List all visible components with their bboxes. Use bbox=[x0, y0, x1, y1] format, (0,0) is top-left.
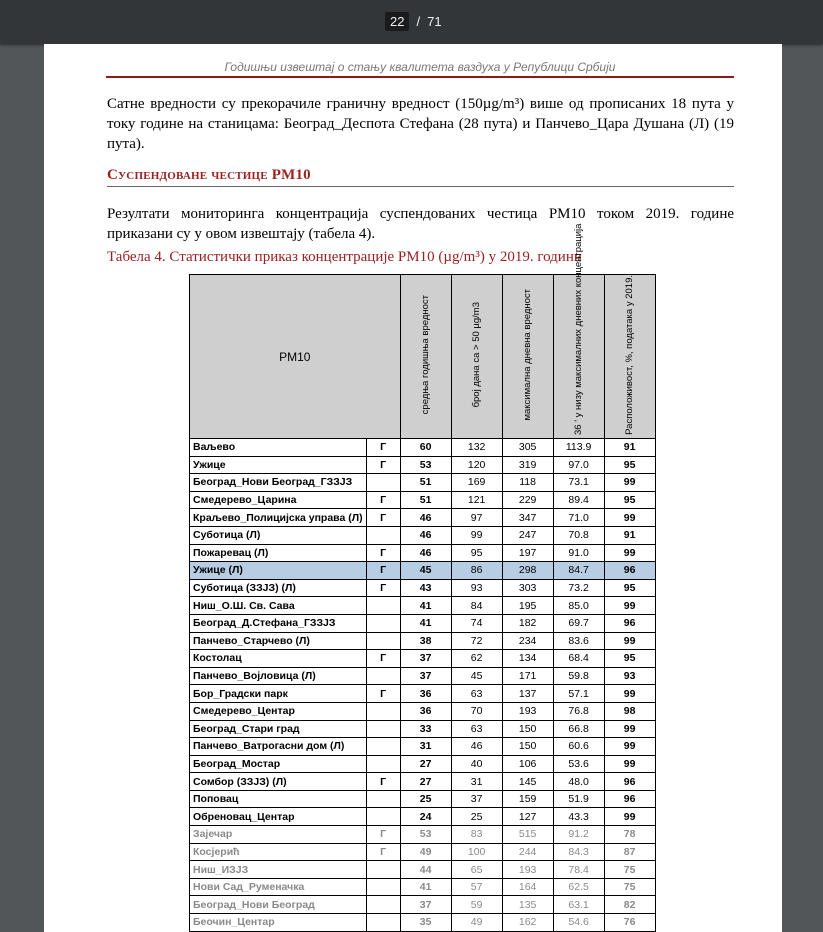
availability-cell: 99 bbox=[604, 720, 655, 738]
annual-mean-cell: 46 bbox=[400, 509, 451, 527]
station-type-cell bbox=[366, 896, 400, 914]
station-name-cell: Суботица (Л) bbox=[190, 526, 367, 544]
days-over-limit-cell: 93 bbox=[451, 579, 502, 597]
availability-cell: 99 bbox=[604, 509, 655, 527]
table-row bbox=[190, 843, 656, 861]
paragraph-exceedances: Сатне вредности су прекорачиле граничну вредност (150µg/m³) више од прописаних 18 пута у току године на станицама: Београд_Деспота Стефана (28 пута) и Панчево_Цара Душана (Л) (19 пута). bbox=[107, 96, 734, 152]
max-daily-cell: 247 bbox=[502, 526, 553, 544]
max36-cell: 113.9 bbox=[553, 439, 604, 457]
station-type-cell bbox=[366, 632, 400, 650]
days-over-limit-cell: 45 bbox=[451, 667, 502, 685]
station-name-cell: Београд_Нови Београд bbox=[190, 896, 367, 914]
days-over-limit-cell: 31 bbox=[451, 773, 502, 791]
annual-mean-cell: 49 bbox=[400, 843, 451, 861]
table-row bbox=[190, 878, 656, 896]
table-row bbox=[190, 755, 656, 773]
station-name-cell: Сомбор (ЗЗЈЗ) (Л) bbox=[190, 773, 367, 791]
availability-cell: 96 bbox=[604, 614, 655, 632]
section-rule bbox=[107, 186, 734, 187]
max-daily-cell: 182 bbox=[502, 614, 553, 632]
days-over-limit-cell: 49 bbox=[451, 914, 502, 932]
annual-mean-cell: 46 bbox=[400, 526, 451, 544]
max36-cell: 91.2 bbox=[553, 826, 604, 844]
annual-mean-cell: 27 bbox=[400, 755, 451, 773]
station-name-cell: Београд_Стари град bbox=[190, 720, 367, 738]
table-row bbox=[190, 509, 656, 527]
availability-cell: 75 bbox=[604, 861, 655, 879]
annual-mean-cell: 25 bbox=[400, 790, 451, 808]
annual-mean-cell: 33 bbox=[400, 720, 451, 738]
table-body bbox=[190, 439, 656, 932]
station-name-cell: Краљево_Полицијска управа (Л) bbox=[190, 509, 367, 527]
station-type-cell: Г bbox=[366, 685, 400, 703]
station-name-cell: Београд_Д.Стефана_ГЗЗЈЗ bbox=[190, 614, 367, 632]
max36-cell: 60.6 bbox=[553, 738, 604, 756]
annual-mean-cell: 37 bbox=[400, 667, 451, 685]
max36-cell: 59.8 bbox=[553, 667, 604, 685]
table-row bbox=[190, 526, 656, 544]
max36-cell: 62.5 bbox=[553, 878, 604, 896]
max36-cell: 78.4 bbox=[553, 861, 604, 879]
station-name-cell: Беочин_Центар bbox=[190, 914, 367, 932]
max36-cell: 84.3 bbox=[553, 843, 604, 861]
station-name-cell: Поповац bbox=[190, 790, 367, 808]
table-row bbox=[190, 790, 656, 808]
annual-mean-cell: 44 bbox=[400, 861, 451, 879]
total-pages: 71 bbox=[427, 14, 442, 29]
station-name-cell: Панчево_Војловица (Л) bbox=[190, 667, 367, 685]
table-row bbox=[190, 914, 656, 932]
max36-cell: 91.0 bbox=[553, 544, 604, 562]
max-daily-cell: 134 bbox=[502, 650, 553, 668]
days-over-limit-cell: 121 bbox=[451, 491, 502, 509]
max-daily-cell: 303 bbox=[502, 579, 553, 597]
section-title: Суспендоване честице PM10 bbox=[107, 167, 311, 183]
table-row bbox=[190, 808, 656, 826]
max-daily-cell: 127 bbox=[502, 808, 553, 826]
annual-mean-cell: 51 bbox=[400, 491, 451, 509]
availability-cell: 96 bbox=[604, 562, 655, 580]
availability-cell: 99 bbox=[604, 808, 655, 826]
viewer-toolbar bbox=[0, 0, 823, 44]
max-daily-cell: 229 bbox=[502, 491, 553, 509]
station-type-cell: Г bbox=[366, 439, 400, 457]
max36-cell: 48.0 bbox=[553, 773, 604, 791]
station-type-cell bbox=[366, 790, 400, 808]
availability-cell: 75 bbox=[604, 878, 655, 896]
max36-cell: 43.3 bbox=[553, 808, 604, 826]
max36-cell: 54.6 bbox=[553, 914, 604, 932]
days-over-limit-cell: 59 bbox=[451, 896, 502, 914]
station-type-cell: Г bbox=[366, 650, 400, 668]
max-daily-cell: 193 bbox=[502, 702, 553, 720]
max36-cell: 66.8 bbox=[553, 720, 604, 738]
station-name-cell: Ужице (Л) bbox=[190, 562, 367, 580]
station-type-cell: Г bbox=[366, 456, 400, 474]
station-type-cell: Г bbox=[366, 579, 400, 597]
max36-cell: 73.2 bbox=[553, 579, 604, 597]
station-type-cell bbox=[366, 914, 400, 932]
col-header-36th-max: 36 ' у низу максималних дневних концентрација bbox=[553, 275, 604, 439]
max-daily-cell: 347 bbox=[502, 509, 553, 527]
table-row bbox=[190, 562, 656, 580]
days-over-limit-cell: 86 bbox=[451, 562, 502, 580]
document-page bbox=[44, 44, 782, 932]
days-over-limit-cell: 70 bbox=[451, 702, 502, 720]
max36-cell: 76.8 bbox=[553, 702, 604, 720]
annual-mean-cell: 36 bbox=[400, 685, 451, 703]
max-daily-cell: 195 bbox=[502, 597, 553, 615]
availability-cell: 91 bbox=[604, 526, 655, 544]
availability-cell: 96 bbox=[604, 773, 655, 791]
station-type-cell bbox=[366, 808, 400, 826]
availability-cell: 99 bbox=[604, 738, 655, 756]
max-daily-cell: 305 bbox=[502, 439, 553, 457]
days-over-limit-cell: 57 bbox=[451, 878, 502, 896]
station-type-cell bbox=[366, 667, 400, 685]
days-over-limit-cell: 74 bbox=[451, 614, 502, 632]
max36-cell: 83.6 bbox=[553, 632, 604, 650]
station-name-cell: Смедерево_Царина bbox=[190, 491, 367, 509]
days-over-limit-cell: 97 bbox=[451, 509, 502, 527]
table-row bbox=[190, 702, 656, 720]
annual-mean-cell: 41 bbox=[400, 597, 451, 615]
availability-cell: 99 bbox=[604, 632, 655, 650]
table-row bbox=[190, 685, 656, 703]
station-name-cell: Ниш_ИЗЈЗ bbox=[190, 861, 367, 879]
table-row bbox=[190, 579, 656, 597]
days-over-limit-cell: 72 bbox=[451, 632, 502, 650]
station-type-cell bbox=[366, 861, 400, 879]
max36-cell: 57.1 bbox=[553, 685, 604, 703]
max-daily-cell: 319 bbox=[502, 456, 553, 474]
max36-cell: 69.7 bbox=[553, 614, 604, 632]
station-name-cell: Ниш_О.Ш. Св. Сава bbox=[190, 597, 367, 615]
max-daily-cell: 150 bbox=[502, 738, 553, 756]
station-name-cell: Ужице bbox=[190, 456, 367, 474]
availability-cell: 99 bbox=[604, 685, 655, 703]
max-daily-cell: 197 bbox=[502, 544, 553, 562]
availability-cell: 87 bbox=[604, 843, 655, 861]
availability-cell: 99 bbox=[604, 474, 655, 492]
days-over-limit-cell: 95 bbox=[451, 544, 502, 562]
availability-cell: 99 bbox=[604, 544, 655, 562]
annual-mean-cell: 37 bbox=[400, 650, 451, 668]
days-over-limit-cell: 99 bbox=[451, 526, 502, 544]
availability-cell: 76 bbox=[604, 914, 655, 932]
current-page-input[interactable]: 22 bbox=[385, 12, 409, 31]
table-row bbox=[190, 597, 656, 615]
annual-mean-cell: 41 bbox=[400, 614, 451, 632]
table-row bbox=[190, 632, 656, 650]
station-type-cell bbox=[366, 474, 400, 492]
max-daily-cell: 193 bbox=[502, 861, 553, 879]
running-header: Годишњи извештај о стању квалитета ваздуха у Републици Србији bbox=[224, 60, 616, 74]
max36-cell: 51.9 bbox=[553, 790, 604, 808]
table-row bbox=[190, 491, 656, 509]
max-daily-cell: 106 bbox=[502, 755, 553, 773]
days-over-limit-cell: 120 bbox=[451, 456, 502, 474]
station-name-cell: Нови Сад_Руменачка bbox=[190, 878, 367, 896]
annual-mean-cell: 46 bbox=[400, 544, 451, 562]
station-name-cell: Београд_Мостар bbox=[190, 755, 367, 773]
availability-cell: 99 bbox=[604, 597, 655, 615]
availability-cell: 78 bbox=[604, 826, 655, 844]
days-over-limit-cell: 65 bbox=[451, 861, 502, 879]
table-row bbox=[190, 861, 656, 879]
table-row bbox=[190, 720, 656, 738]
availability-cell: 96 bbox=[604, 790, 655, 808]
availability-cell: 93 bbox=[604, 667, 655, 685]
station-name-cell: Панчево_Ватрогасни дом (Л) bbox=[190, 738, 367, 756]
station-type-cell: Г bbox=[366, 562, 400, 580]
station-type-cell: Г bbox=[366, 491, 400, 509]
days-over-limit-cell: 63 bbox=[451, 720, 502, 738]
table-row bbox=[190, 826, 656, 844]
table-row bbox=[190, 614, 656, 632]
availability-cell: 95 bbox=[604, 491, 655, 509]
station-name-cell: Косјерић bbox=[190, 843, 367, 861]
days-over-limit-cell: 132 bbox=[451, 439, 502, 457]
station-type-cell: Г bbox=[366, 509, 400, 527]
max36-cell: 97.0 bbox=[553, 456, 604, 474]
station-name-cell: Београд_Нови Београд_ГЗЗЈЗ bbox=[190, 474, 367, 492]
max36-cell: 84.7 bbox=[553, 562, 604, 580]
annual-mean-cell: 53 bbox=[400, 456, 451, 474]
annual-mean-cell: 51 bbox=[400, 474, 451, 492]
station-type-cell bbox=[366, 702, 400, 720]
days-over-limit-cell: 40 bbox=[451, 755, 502, 773]
max36-cell: 71.0 bbox=[553, 509, 604, 527]
annual-mean-cell: 31 bbox=[400, 738, 451, 756]
station-type-cell: Г bbox=[366, 826, 400, 844]
max-daily-cell: 298 bbox=[502, 562, 553, 580]
station-name-cell: Суботица (ЗЗЈЗ) (Л) bbox=[190, 579, 367, 597]
table-row bbox=[190, 474, 656, 492]
station-name-cell: Костолац bbox=[190, 650, 367, 668]
max-daily-cell: 234 bbox=[502, 632, 553, 650]
max-daily-cell: 159 bbox=[502, 790, 553, 808]
col-header-days-over-limit: број дана са > 50 µg/m3 bbox=[451, 275, 502, 439]
max-daily-cell: 145 bbox=[502, 773, 553, 791]
station-name-cell: Ваљево bbox=[190, 439, 367, 457]
table-row bbox=[190, 650, 656, 668]
table-row bbox=[190, 544, 656, 562]
max36-cell: 89.4 bbox=[553, 491, 604, 509]
paragraph-monitoring: Резултати мониторинга концентрација суспендованих честица PM10 током 2019. године приказани су у овом извештају (табела 4). bbox=[107, 206, 734, 242]
annual-mean-cell: 24 bbox=[400, 808, 451, 826]
availability-cell: 95 bbox=[604, 650, 655, 668]
page-separator: / bbox=[416, 14, 421, 29]
station-type-cell bbox=[366, 614, 400, 632]
max-daily-cell: 135 bbox=[502, 896, 553, 914]
table-row bbox=[190, 667, 656, 685]
days-over-limit-cell: 63 bbox=[451, 685, 502, 703]
max-daily-cell: 171 bbox=[502, 667, 553, 685]
station-type-cell: Г bbox=[366, 773, 400, 791]
max-daily-cell: 162 bbox=[502, 914, 553, 932]
max-daily-cell: 118 bbox=[502, 474, 553, 492]
station-name-cell: Зајечар bbox=[190, 826, 367, 844]
station-type-cell bbox=[366, 738, 400, 756]
station-type-cell bbox=[366, 755, 400, 773]
col-header-annual-mean: средња годишња вредност bbox=[400, 275, 451, 439]
station-type-cell bbox=[366, 526, 400, 544]
station-name-cell: Пожаревац (Л) bbox=[190, 544, 367, 562]
col-header-max-daily: максимална дневна вредност bbox=[502, 275, 553, 439]
station-type-cell: Г bbox=[366, 544, 400, 562]
max36-cell: 53.6 bbox=[553, 755, 604, 773]
days-over-limit-cell: 169 bbox=[451, 474, 502, 492]
table-row bbox=[190, 439, 656, 457]
max-daily-cell: 150 bbox=[502, 720, 553, 738]
annual-mean-cell: 45 bbox=[400, 562, 451, 580]
annual-mean-cell: 53 bbox=[400, 826, 451, 844]
station-type-cell bbox=[366, 597, 400, 615]
station-name-cell: Бор_Градски парк bbox=[190, 685, 367, 703]
station-type-cell bbox=[366, 720, 400, 738]
max-daily-cell: 515 bbox=[502, 826, 553, 844]
station-name-cell: Обреновац_Центар bbox=[190, 808, 367, 826]
max-daily-cell: 164 bbox=[502, 878, 553, 896]
availability-cell: 95 bbox=[604, 456, 655, 474]
days-over-limit-cell: 37 bbox=[451, 790, 502, 808]
availability-cell: 98 bbox=[604, 702, 655, 720]
annual-mean-cell: 60 bbox=[400, 439, 451, 457]
header-rule bbox=[106, 76, 734, 78]
max-daily-cell: 137 bbox=[502, 685, 553, 703]
days-over-limit-cell: 100 bbox=[451, 843, 502, 861]
table-row bbox=[190, 456, 656, 474]
table-caption: Табела 4. Статистички приказ концентрације PM10 (µg/m³) у 2019. години bbox=[107, 249, 582, 265]
page-indicator bbox=[385, 11, 442, 32]
days-over-limit-cell: 62 bbox=[451, 650, 502, 668]
annual-mean-cell: 43 bbox=[400, 579, 451, 597]
max-daily-cell: 244 bbox=[502, 843, 553, 861]
days-over-limit-cell: 25 bbox=[451, 808, 502, 826]
table-row bbox=[190, 773, 656, 791]
max36-cell: 85.0 bbox=[553, 597, 604, 615]
availability-cell: 82 bbox=[604, 896, 655, 914]
station-name-cell: Смедерево_Центар bbox=[190, 702, 367, 720]
availability-cell: 99 bbox=[604, 755, 655, 773]
max36-cell: 73.1 bbox=[553, 474, 604, 492]
annual-mean-cell: 37 bbox=[400, 896, 451, 914]
table-row bbox=[190, 896, 656, 914]
annual-mean-cell: 41 bbox=[400, 878, 451, 896]
col-header-availability: Расположивост, %, података у 2019. bbox=[604, 275, 655, 439]
station-name-cell: Панчево_Старчево (Л) bbox=[190, 632, 367, 650]
max36-cell: 68.4 bbox=[553, 650, 604, 668]
days-over-limit-cell: 84 bbox=[451, 597, 502, 615]
table-row bbox=[190, 738, 656, 756]
availability-cell: 91 bbox=[604, 439, 655, 457]
availability-cell: 95 bbox=[604, 579, 655, 597]
annual-mean-cell: 27 bbox=[400, 773, 451, 791]
annual-mean-cell: 38 bbox=[400, 632, 451, 650]
annual-mean-cell: 35 bbox=[400, 914, 451, 932]
days-over-limit-cell: 83 bbox=[451, 826, 502, 844]
days-over-limit-cell: 46 bbox=[451, 738, 502, 756]
pollutant-header: PM10 bbox=[190, 275, 401, 439]
max36-cell: 70.8 bbox=[553, 526, 604, 544]
station-type-cell bbox=[366, 878, 400, 896]
annual-mean-cell: 36 bbox=[400, 702, 451, 720]
station-type-cell: Г bbox=[366, 843, 400, 861]
table-header-row bbox=[190, 275, 656, 439]
max36-cell: 63.1 bbox=[553, 896, 604, 914]
